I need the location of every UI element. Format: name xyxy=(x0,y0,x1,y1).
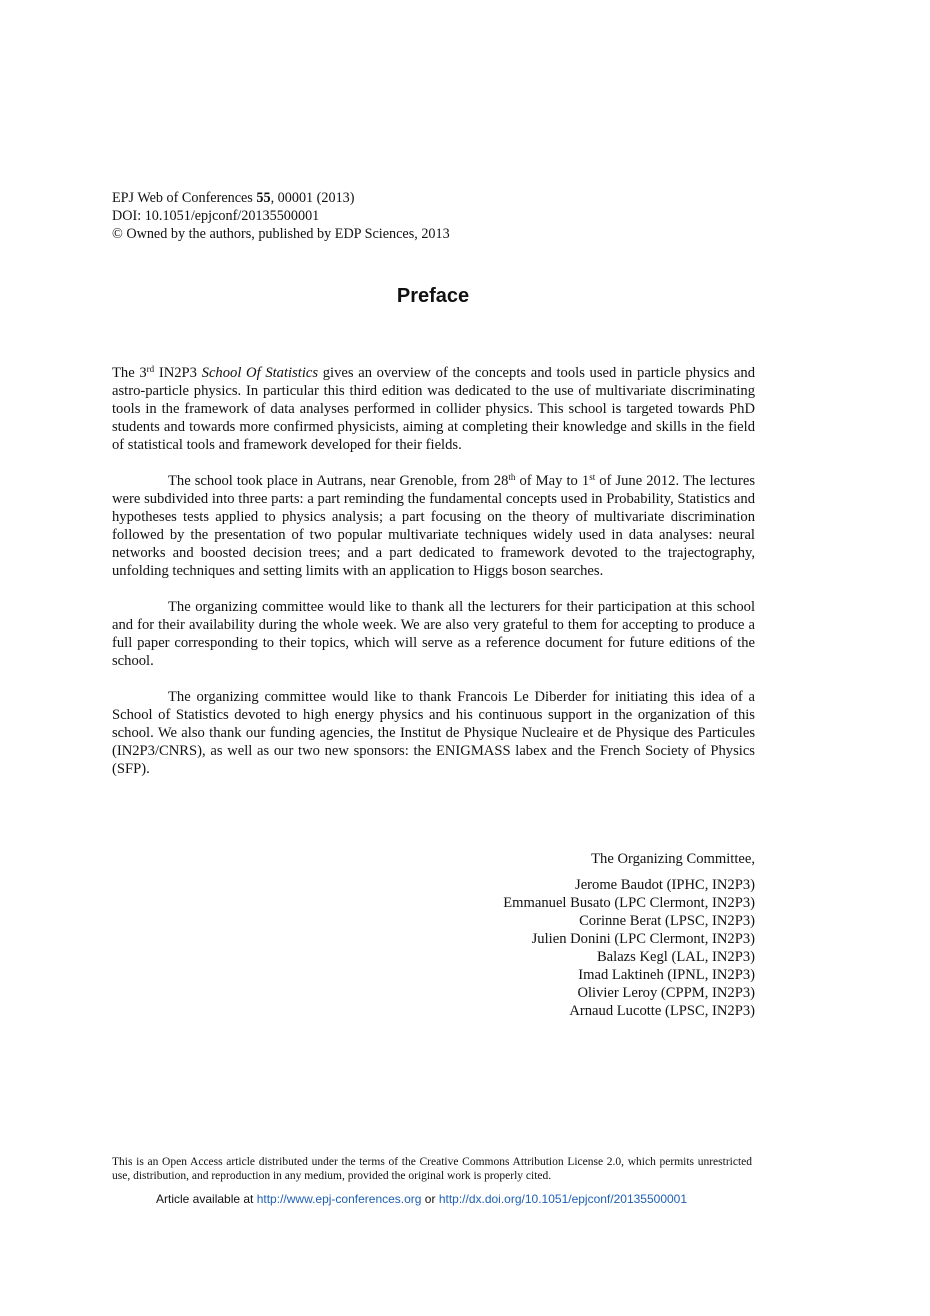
doi-line: DOI: 10.1051/epjconf/20135500001 xyxy=(112,208,320,224)
journal-citation: EPJ Web of Conferences 55, 00001 (2013) xyxy=(112,190,355,206)
paragraph-intro: The 3rd IN2P3 School Of Statistics gives an overview of the concepts and tools used in particle physics and astro-particle physics. In particular this third edition was dedicated to the use of multivariate discriminating tools in the framework of data analyses performed in collider physics. This school is targeted towards PhD students and towards more confirmed physicists, aiming at completing their knowledge and skills in the field of statistical tools and framework developed for their fields. xyxy=(112,364,755,453)
epj-conferences-link[interactable]: http://www.epj-conferences.org xyxy=(256,1192,422,1206)
signature-block xyxy=(380,850,755,1020)
committee-member: Jerome Baudot (IPHC, IN2P3) xyxy=(575,877,755,893)
license-notice: This is an Open Access article distributed under the terms of the Creative Commons Attribution License 2.0, which permits unrestricted use, distribution, and reproduction in any medium, provided the original work is properly cited. xyxy=(112,1156,752,1182)
committee-member: Olivier Leroy (CPPM, IN2P3) xyxy=(577,985,755,1001)
preface-body xyxy=(112,364,755,796)
article-availability: Article available at http://www.epj-conferences.org or http://dx.doi.org/10.1051/epjconf/20135500001 xyxy=(156,1192,688,1206)
paragraph-thanks-sponsors: The organizing committee would like to thank Francois Le Diberder for initiating this idea of a School of Statistics devoted to high energy physics and his continuous support in the organization of this school. We also thank our funding agencies, the Institut de Physique Nucleaire et de Physique des Particules (IN2P3/CNRS), as well as our two new sponsors: the ENIGMASS labex and the French Society of Physics (SFP). xyxy=(112,689,755,777)
committee-member: Imad Laktineh (IPNL, IN2P3) xyxy=(578,967,755,983)
committee-member: Julien Donini (LPC Clermont, IN2P3) xyxy=(531,931,755,947)
committee-label: The Organizing Committee, xyxy=(591,851,755,867)
paragraph-thanks-lecturers: The organizing committee would like to thank all the lecturers for their participation at this school and for their availability during the whole week. We are also very grateful to them for accepting to produce a full paper corresponding to their topics, which will serve as a reference document for future editions of the school. xyxy=(112,599,755,669)
committee-member: Corinne Berat (LPSC, IN2P3) xyxy=(579,913,755,929)
page-title: Preface xyxy=(396,285,470,307)
doi-link[interactable]: http://dx.doi.org/10.1051/epjconf/20135500001 xyxy=(438,1192,688,1206)
volume-number: 55 xyxy=(256,190,271,206)
copyright-line: © Owned by the authors, published by EDP Sciences, 2013 xyxy=(112,226,450,242)
journal-header xyxy=(112,189,712,243)
committee-member: Arnaud Lucotte (LPSC, IN2P3) xyxy=(569,1003,755,1019)
paragraph-school-details: The school took place in Autrans, near Grenoble, from 28th of May to 1st of June 2012. The lectures were subdivided into three parts: a part reminding the fundamental concepts used in Probability, Statistics and hypotheses tests applied to physics analysis; a part focusing on the theory of multivariate discrimination followed by the presentation of two popular multivariate techniques widely used in data analyses: neural networks and boosted decision trees; and a part dedicated to framework devoted to the trajectography, unfolding techniques and setting limits with an application to Higgs boson searches. xyxy=(112,472,756,579)
committee-member: Emmanuel Busato (LPC Clermont, IN2P3) xyxy=(503,895,755,911)
committee-member: Balazs Kegl (LAL, IN2P3) xyxy=(596,949,755,965)
